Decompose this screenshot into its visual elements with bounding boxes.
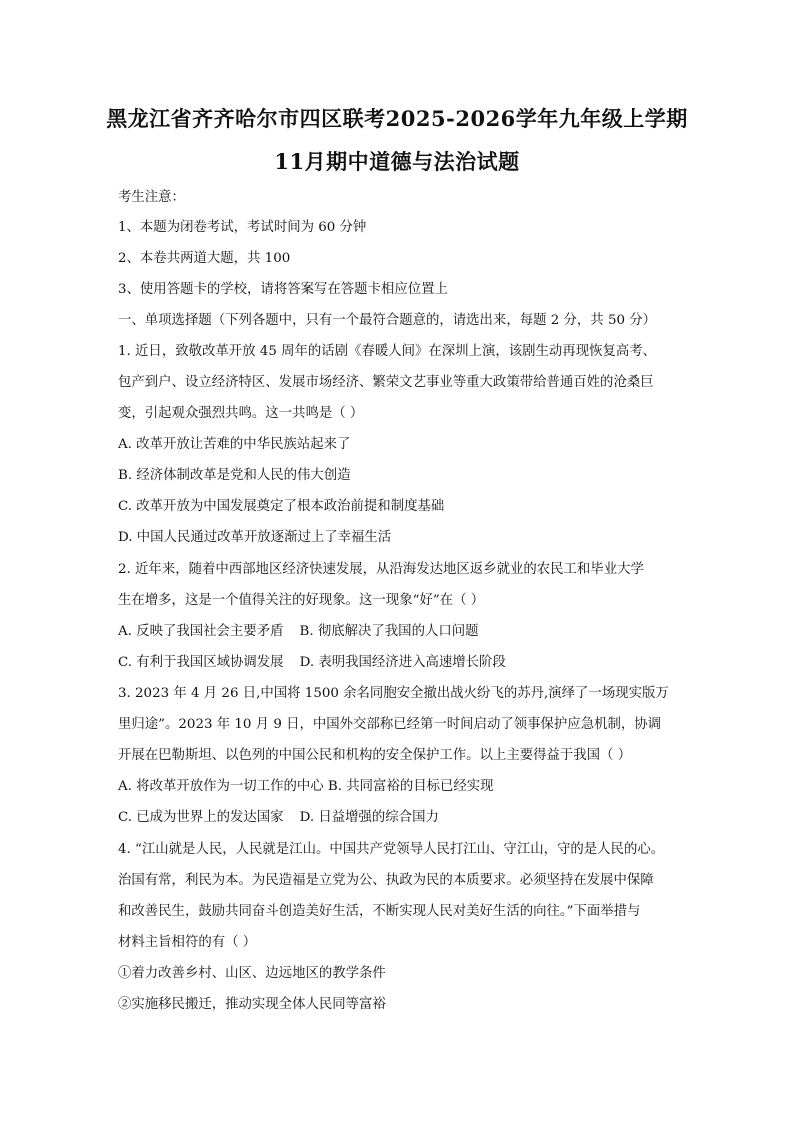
notice-heading: 考生注意： [118,190,185,205]
question-1-option-a: A. 改革开放让苦难的中华民族站起来了 [118,437,351,452]
question-4-text: 4. “江山就是人民，人民就是江山。中国共产党领导人民打江山、守江山，守的是人民的心。 [118,842,665,857]
question-4-text: 材料主旨相符的有（ ） [118,935,257,950]
question-3-text: 3. 2023 年 4 月 26 日,中国将 1500 余名同胞安全撤出战火纷飞的苏丹,演绎了一场现实版万 [118,686,669,701]
question-1-option-c: C. 改革开放为中国发展奠定了根本政治前提和制度基础 [118,499,445,514]
question-2-option-a: A. 反映了我国社会主要矛盾 [118,624,284,639]
question-1-text: 包产到户、设立经济特区、发展市场经济、繁荣文艺事业等重大政策带给普通百姓的沧桑巨 [118,375,654,390]
question-1-option-b: B. 经济体制改革是党和人民的伟大创造 [118,468,351,483]
question-3-option-d: D. 日益增强的综合国力 [299,810,439,825]
question-3-text: 里归途”。2023 年 10 月 9 日，中国外交部称已经第一时间启动了领事保护应急机制，协调 [118,717,662,732]
question-2-options-row-1 [118,624,479,640]
question-4-item-2: ②实施移民搬迁，推动实现全体人民同等富裕 [118,997,386,1012]
question-2-option-b: B. 彻底解决了我国的人口问题 [299,624,479,639]
question-2-text: 生在增多，这是一个值得关注的好现象。这一现象“好”在（ ） [118,593,485,608]
notice-item: 2、本卷共两道大题，共 100 [118,251,291,266]
question-2-option-d: D. 表明我国经济进入高速增长阶段 [299,655,506,670]
question-2-option-c: C. 有利于我国区域协调发展 [118,655,284,670]
question-1-text: 1. 近日，致敬改革开放 45 周年的话剧《春暖人间》在深圳上演，该剧生动再现恢复高考、 [118,344,657,359]
question-4-text: 和改善民生，鼓励共同奋斗创造美好生活，不断实现人民对美好生活的向往。”下面举措与 [118,904,641,919]
question-2-options-row-2 [118,655,506,671]
question-3-text: 开展在巴勒斯坦、以色列的中国公民和机构的安全保护工作。以上主要得益于我国（ ） [118,748,632,763]
question-1-text: 变，引起观众强烈共鸣。这一共鸣是（ ） [118,406,364,421]
exam-title-line-2: 11月期中道德与法治试题 [274,149,520,174]
question-4-item-1: ①着力改善乡村、山区、边远地区的教学条件 [118,966,386,981]
notice-item: 3、使用答题卡的学校，请将答案写在答题卡相应位置上 [118,282,448,297]
question-3-option-c: C. 已成为世界上的发达国家 [118,810,284,825]
question-1-option-d: D. 中国人民通过改革开放逐渐过上了幸福生活 [118,530,392,545]
exam-title-line-1: 黑龙江省齐齐哈尔市四区联考2025-2026学年九年级上学期 [106,106,688,131]
notice-item: 1、本题为闭卷考试，考试时间为 60 分钟 [118,220,367,235]
question-3-options-ab: A. 将改革开放作为一切工作的中心 B. 共同富裕的目标已经实现 [118,779,494,794]
question-4-text: 治国有常，利民为本。为民造福是立党为公、执政为民的本质要求。必须坚持在发展中保障 [118,873,654,888]
question-2-text: 2. 近年来，随着中西部地区经济快速发展，从沿海发达地区返乡就业的农民工和毕业大学 [118,562,644,577]
question-3-options-row-2 [118,810,439,826]
section-heading: 一、单项选择题（下列各题中，只有一个最符合题意的，请选出来，每题 2 分，共 50 分） [118,313,657,328]
